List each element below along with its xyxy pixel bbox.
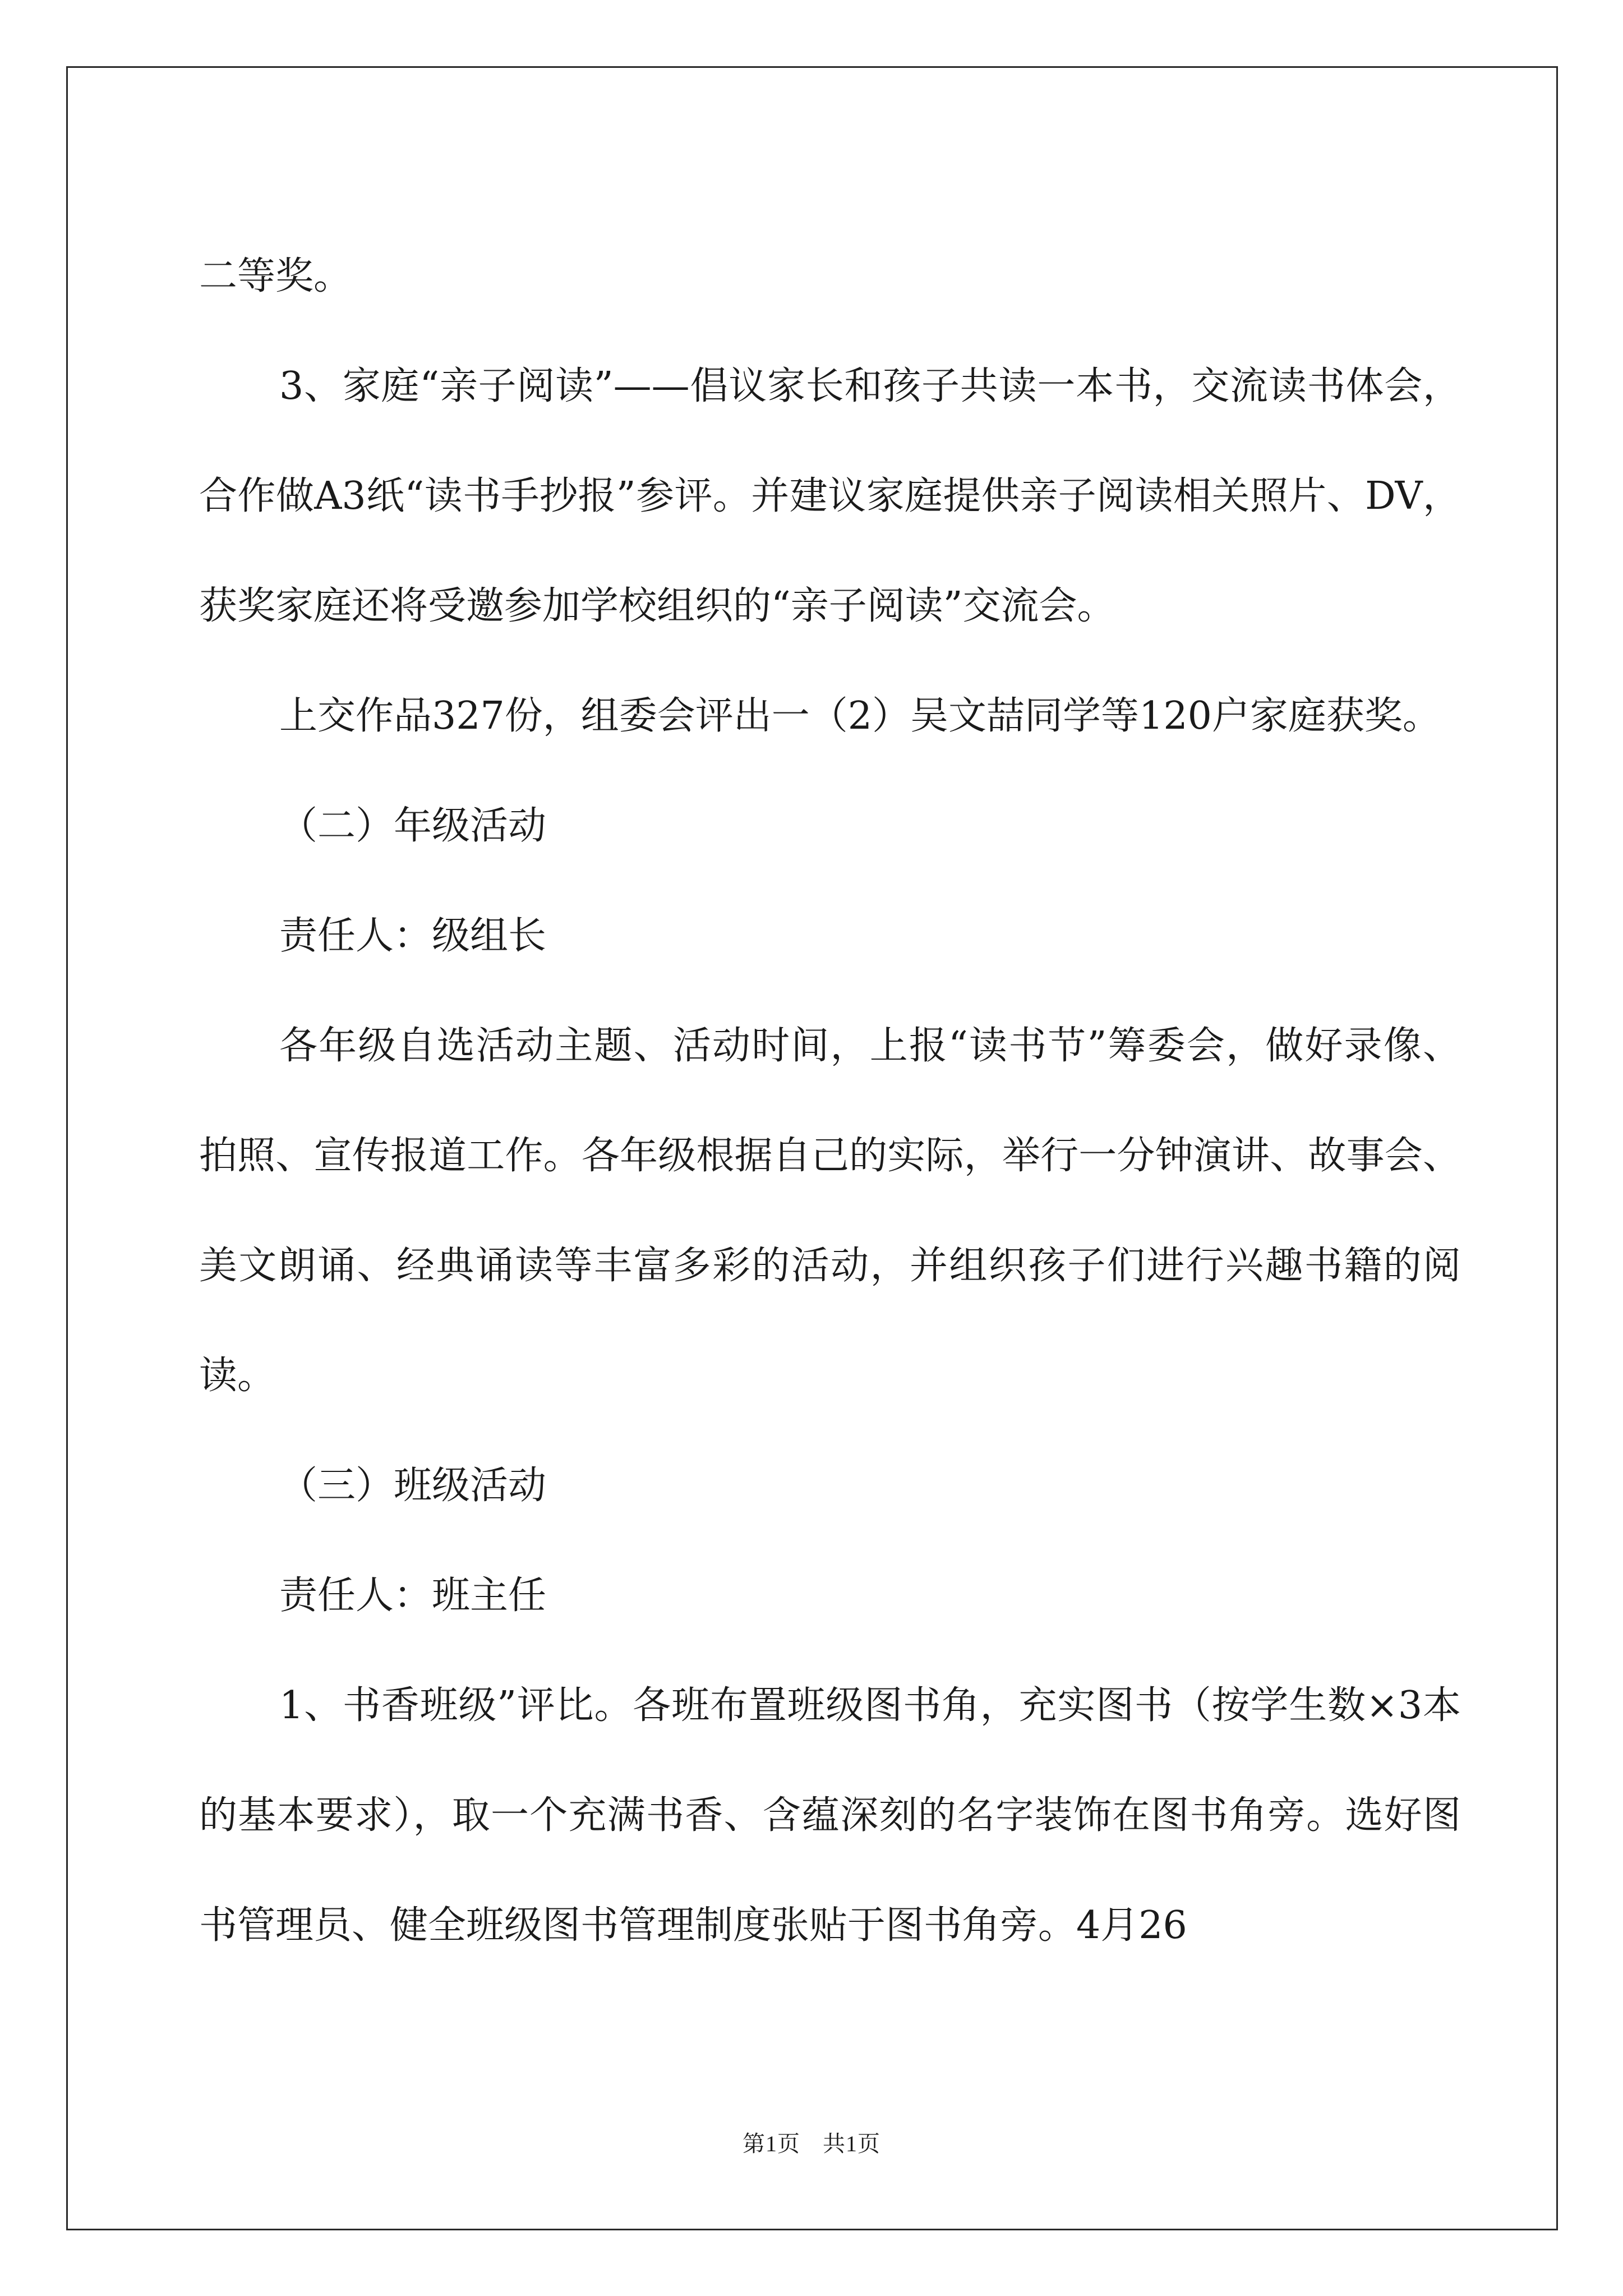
section-heading: （三）班级活动 [279, 1464, 547, 1508]
document-body [199, 222, 1461, 1981]
responsible-person: 责任人：班主任 [279, 1573, 547, 1618]
paragraph: 1、书香班级”评比。各班布置班级图书角，充实图书（按学生数×3本的基本要求），取一个充满书香、含蕴深刻的名字装饰在图书角旁。选好图书管理员、健全班级图书管理制度张贴于图书角旁。4月26 [199, 1683, 1461, 1948]
page-number-current: 第1页 [743, 2131, 800, 2156]
paragraph: 各年级自选活动主题、活动时间，上报“读书节”筹委会，做好录像、拍照、宣传报道工作。各年级根据自己的实际，举行一分钟演讲、故事会、美文朗诵、经典诵读等丰富多彩的活动，并组织孩子们进行兴趣书籍的阅读。 [199, 1024, 1461, 1398]
responsible-person: 责任人：级组长 [279, 914, 547, 958]
page-footer [0, 2126, 1623, 2158]
page-number-total: 共1页 [823, 2131, 880, 2156]
paragraph: 二等奖。 [199, 254, 352, 298]
paragraph: 3、家庭“亲子阅读”——倡议家长和孩子共读一本书，交流读书体会，合作做A3纸“读书手抄报”参评。并建议家庭提供亲子阅读相关照片、DV，获奖家庭还将受邀参加学校组织的“亲子阅读”交流会。 [199, 364, 1461, 628]
section-heading: （二）年级活动 [279, 804, 547, 848]
paragraph: 上交作品327份，组委会评出一（2）吴文喆同学等120户家庭获奖。 [279, 694, 1441, 738]
